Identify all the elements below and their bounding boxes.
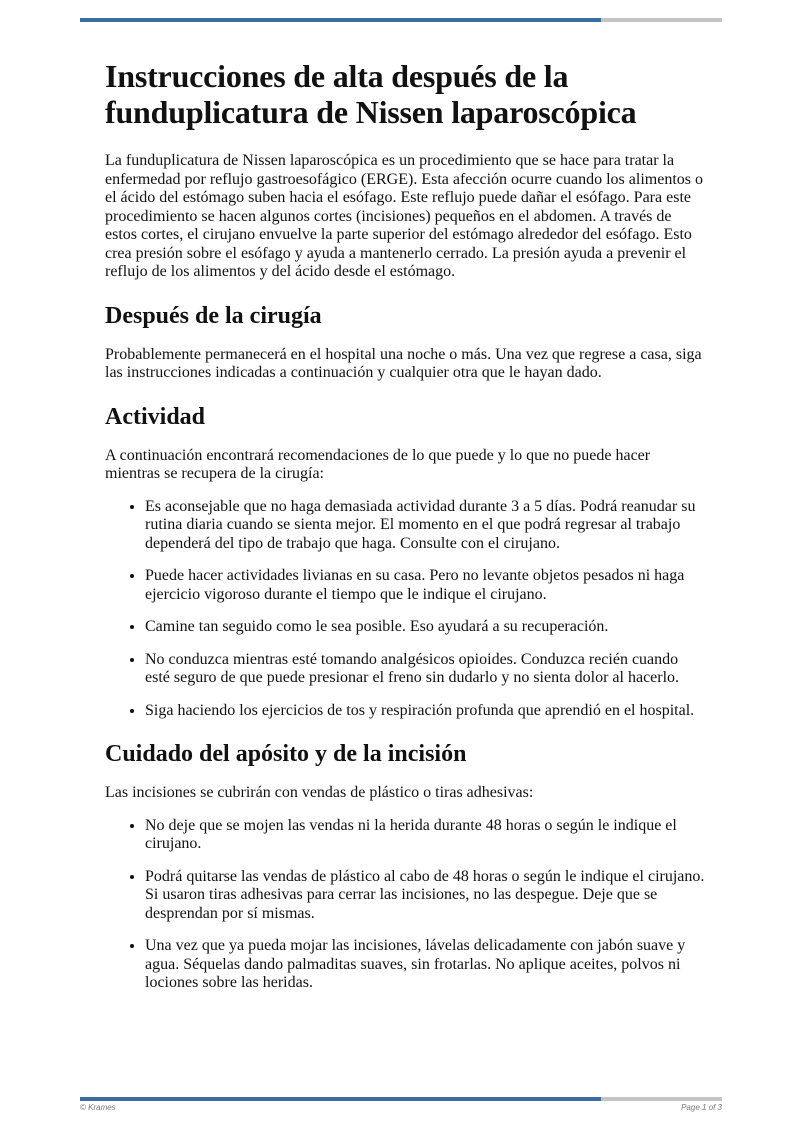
- list-item: • Camine tan seguido como le sea posible. Eso ayudará a su recuperación.: [145, 618, 705, 637]
- footer-rule-neutral: [601, 1097, 722, 1101]
- list-item: • No deje que se mojen las vendas ni la herida durante 48 horas o según le indique el cirujano.: [145, 817, 705, 854]
- footer-copyright: © Krames: [80, 1103, 116, 1112]
- list-item: • Puede hacer actividades livianas en su casa. Pero no levante objetos pesados ni haga ejercicio vigoroso durante el tiempo que le indique el cirujano.: [145, 567, 705, 604]
- header-rule-accent: [80, 18, 601, 22]
- list-item: • Podrá quitarse las vendas de plástico al cabo de 48 horas o según le indique el cirujano. Si usaron tiras adhesivas para cerrar las incisiones, no las despegue. Deje que se desprendan por sí mismas.: [145, 868, 705, 924]
- document-title: Instrucciones de alta después de la funduplicatura de Nissen laparoscópica: [105, 58, 637, 130]
- footer-rule-accent: [80, 1097, 601, 1101]
- document-body: [105, 58, 705, 1007]
- list-item: • Una vez que ya pueda mojar las incisiones, lávelas delicadamente con jabón suave y agua. Séquelas dando palmaditas suaves, sin frotarlas. No aplique aceites, polvos ni lociones sobre las heridas.: [145, 937, 705, 993]
- footer-page-number: Page 1 of 3: [681, 1103, 722, 1112]
- dressing-care-list: [105, 817, 705, 993]
- activity-list: [105, 498, 705, 721]
- section-heading-dressing-care: Cuidado del apósito y de la incisión: [105, 741, 467, 767]
- section-heading-activity: Actividad: [105, 403, 206, 430]
- header-rule-neutral: [601, 18, 722, 22]
- section-heading-after-surgery: Después de la cirugía: [105, 302, 322, 329]
- footer-rule: [80, 1097, 722, 1101]
- header-rule: [80, 18, 722, 22]
- intro-paragraph: La funduplicatura de Nissen laparoscópica es un procedimiento que se hace para tratar la enfermedad por reflujo gastroesofágico (ERGE). Esta afección ocurre cuando los alimentos o el ácido del estómago suben hacia el esófago. Este reflujo puede dañar el esófago. Para este procedimiento se hacen algunos cortes (incisiones) pequeños en el abdomen. A través de estos cortes, el cirujano envuelve la parte superior del estómago alrededor del esófago. Esto crea presión sobre el esófago y ayuda a mantenerlo cerrado. La presión ayuda a prevenir el reflujo de los alimentos y del ácido desde el estómago.: [105, 152, 703, 280]
- list-item: • No conduzca mientras esté tomando analgésicos opioides. Conduzca recién cuando esté seguro de que puede presionar el freno sin dudarlo y no sienta dolor al hacerlo.: [145, 651, 705, 688]
- section-paragraph-after-surgery: Probablemente permanecerá en el hospital una noche o más. Una vez que regrese a casa, siga las instrucciones indicadas a continuación y cualquier otra que le hayan dado.: [105, 345, 702, 381]
- list-item: • Siga haciendo los ejercicios de tos y respiración profunda que aprendió en el hospital.: [145, 702, 705, 721]
- section-paragraph-activity: A continuación encontrará recomendaciones de lo que puede y lo que no puede hacer mientras se recupera de la cirugía:: [105, 446, 651, 482]
- section-paragraph-dressing-care: Las incisiones se cubrirán con vendas de plástico o tiras adhesivas:: [105, 784, 534, 801]
- list-item: • Es aconsejable que no haga demasiada actividad durante 3 a 5 días. Podrá reanudar su rutina diaria cuando se sienta mejor. El momento en el que podrá regresar al trabajo dependerá del tipo de trabajo que haga. Consulte con el cirujano.: [145, 498, 705, 554]
